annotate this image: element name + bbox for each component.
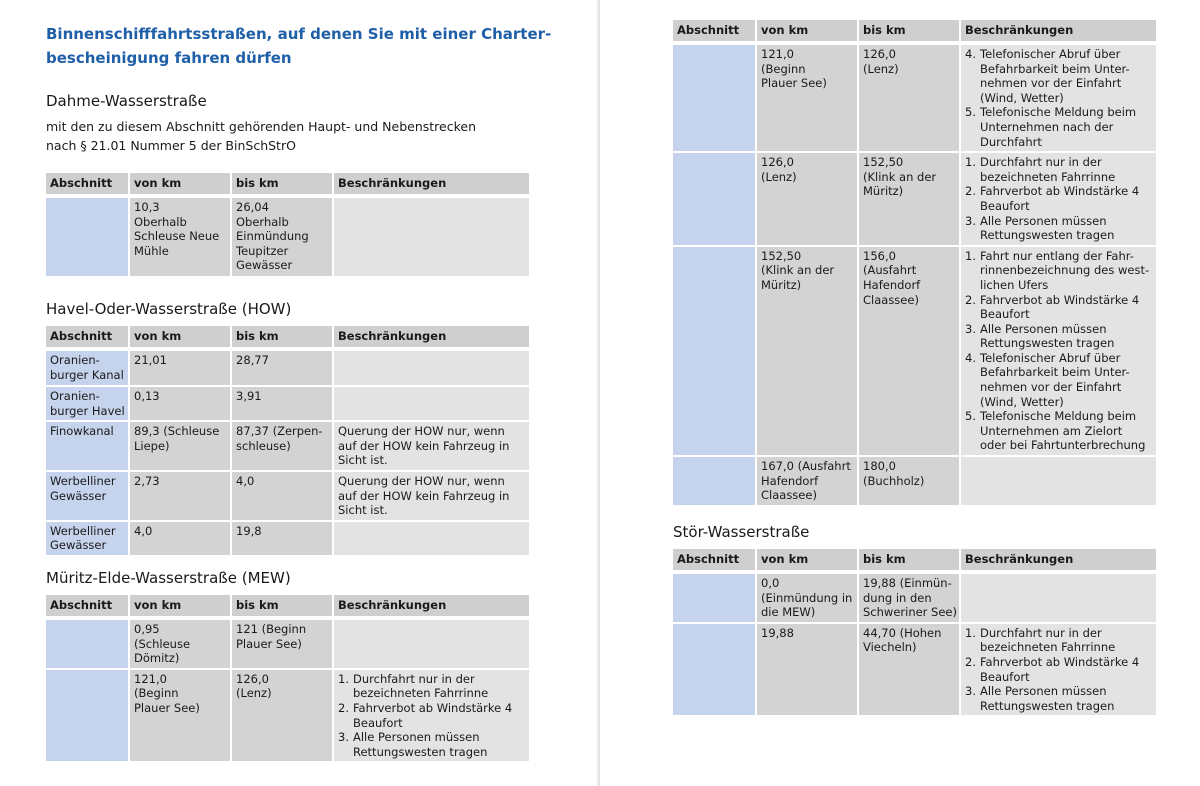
cell-bis-km-line: Teupitzer bbox=[236, 243, 289, 258]
restriction-list bbox=[338, 672, 525, 760]
restriction-text-line: Alle Personen müssen bbox=[353, 730, 480, 745]
cell-abschnitt-line: Werbelliner bbox=[50, 523, 116, 538]
cell-bis-km-line: Oberhalb bbox=[236, 214, 289, 229]
header-beschraenkungen: Beschränkungen bbox=[334, 326, 529, 347]
cell-beschraenkungen bbox=[334, 387, 529, 420]
cell-bis-km-line: 180,0 bbox=[863, 459, 896, 474]
restriction-text bbox=[980, 626, 1152, 655]
restriction-item bbox=[965, 155, 1152, 184]
cell-von-km-line: (Beginn bbox=[134, 686, 179, 701]
cell-abschnitt-line: Gewässer bbox=[50, 488, 107, 503]
restriction-item bbox=[338, 672, 525, 701]
restriction-text bbox=[980, 105, 1152, 149]
cell-abschnitt bbox=[673, 574, 755, 622]
cell-bis-km bbox=[232, 522, 332, 555]
cell-bis-km bbox=[232, 198, 332, 276]
cell-beschraenkungen bbox=[961, 247, 1156, 455]
restriction-item bbox=[965, 655, 1152, 684]
cell-beschraenkungen bbox=[334, 670, 529, 762]
cell-von-km bbox=[757, 247, 857, 455]
cell-von-km-line: (Lenz) bbox=[761, 169, 797, 184]
restriction-text-line: bezeichneten Fahrrinne bbox=[353, 686, 489, 701]
cell-abschnitt-line: Finowkanal bbox=[50, 424, 114, 439]
header-bis-km: bis km bbox=[232, 326, 332, 347]
restriction-text-line: Rettungswesten tragen bbox=[980, 698, 1115, 713]
cell-bis-km-line: (Lenz) bbox=[236, 686, 272, 701]
cell-beschraenkungen-line: auf der HOW kein Fahrzeug in bbox=[338, 488, 510, 503]
restriction-text-line: Rettungswesten tragen bbox=[353, 744, 488, 759]
header-bis-km: bis km bbox=[859, 549, 959, 570]
cell-bis-km bbox=[859, 574, 959, 622]
cell-von-km bbox=[130, 522, 230, 555]
restriction-text bbox=[980, 322, 1152, 351]
restriction-item bbox=[965, 105, 1152, 149]
cell-von-km-line: 89,3 (Schleuse bbox=[134, 424, 220, 439]
cell-von-km bbox=[130, 351, 230, 385]
cell-von-km bbox=[130, 422, 230, 470]
cell-von-km bbox=[130, 472, 230, 520]
cell-von-km-line: Schleuse Neue bbox=[134, 229, 220, 244]
cell-von-km bbox=[757, 574, 857, 622]
cell-von-km-line: 121,0 bbox=[134, 671, 167, 686]
cell-bis-km bbox=[232, 670, 332, 762]
cell-bis-km-line: 28,77 bbox=[236, 353, 269, 367]
cell-abschnitt-line: Gewässer bbox=[50, 538, 107, 553]
cell-beschraenkungen bbox=[961, 574, 1156, 622]
restriction-number: 3. bbox=[965, 213, 976, 228]
header-beschraenkungen: Beschränkungen bbox=[961, 20, 1156, 41]
header-beschraenkungen: Beschränkungen bbox=[961, 549, 1156, 570]
cell-beschraenkungen-line: Querung der HOW nur, wenn bbox=[338, 473, 505, 488]
table-header-row bbox=[673, 20, 1156, 41]
cell-bis-km-line: Hafendorf bbox=[863, 277, 921, 292]
restriction-text-line: Durchfahrt nur in der bbox=[980, 155, 1102, 170]
cell-bis-km-line: 19,8 bbox=[236, 523, 262, 538]
cell-von-km-line: (Klink an der bbox=[761, 263, 835, 278]
cell-von-km bbox=[757, 45, 857, 151]
cell-bis-km bbox=[859, 457, 959, 505]
cell-bis-km-line: 4,0 bbox=[236, 473, 255, 488]
restriction-text bbox=[980, 351, 1152, 409]
header-beschraenkungen: Beschränkungen bbox=[334, 595, 529, 616]
cell-von-km-line: Oberhalb bbox=[134, 214, 187, 229]
cell-bis-km-line: (Klink an der bbox=[863, 169, 937, 184]
cell-von-km-line: Mühle bbox=[134, 243, 169, 258]
cell-bis-km-line: Gewässer bbox=[236, 258, 293, 273]
table-how bbox=[46, 326, 529, 557]
restriction-text-line: Befahrbarkeit beim Unter- bbox=[980, 61, 1130, 76]
cell-beschraenkungen bbox=[961, 457, 1156, 505]
restriction-text-line: Rettungswesten tragen bbox=[980, 336, 1115, 351]
cell-von-km bbox=[130, 670, 230, 762]
cell-von-km-line: Dömitz) bbox=[134, 651, 180, 666]
cell-beschraenkungen bbox=[961, 45, 1156, 151]
restriction-text-line: bezeichneten Fahrrinne bbox=[980, 169, 1116, 184]
cell-bis-km-line: Einmündung bbox=[236, 229, 309, 244]
cell-von-km-line: die MEW) bbox=[761, 605, 816, 620]
cell-bis-km-line: dung in den bbox=[863, 590, 932, 605]
cell-abschnitt bbox=[46, 351, 128, 385]
cell-abschnitt-line: Oranien- bbox=[50, 389, 100, 403]
cell-bis-km-line: 19,88 (Einmün- bbox=[863, 576, 952, 590]
restriction-item bbox=[965, 214, 1152, 243]
header-bis-km: bis km bbox=[859, 20, 959, 41]
cell-von-km-line: 0,13 bbox=[134, 389, 160, 403]
restriction-text-line: Fahrverbot ab Windstärke 4 bbox=[980, 184, 1140, 199]
restriction-text bbox=[980, 293, 1152, 322]
table-row bbox=[673, 45, 1156, 151]
restriction-text-line: Befahrbarkeit beim Unter- bbox=[980, 365, 1130, 380]
restriction-text-line: Telefonischer Abruf über bbox=[980, 47, 1121, 61]
restriction-text-line: Telefonischer Abruf über bbox=[980, 350, 1121, 365]
header-von-km: von km bbox=[757, 20, 857, 41]
restriction-text-line: Beaufort bbox=[980, 198, 1030, 213]
restriction-text-line: Unternehmen am Zielort bbox=[980, 423, 1123, 438]
cell-bis-km bbox=[859, 153, 959, 245]
restriction-text-line: Fahrverbot ab Windstärke 4 bbox=[353, 700, 513, 715]
cell-bis-km-line: 87,37 (Zerpen- bbox=[236, 424, 323, 439]
cell-von-km-line: 167,0 (Ausfahrt bbox=[761, 459, 851, 474]
header-abschnitt: Abschnitt bbox=[673, 20, 755, 41]
restriction-text-line: Beaufort bbox=[980, 669, 1030, 684]
cell-abschnitt bbox=[46, 670, 128, 762]
cell-von-km bbox=[130, 387, 230, 420]
header-abschnitt: Abschnitt bbox=[46, 595, 128, 616]
cell-bis-km bbox=[859, 624, 959, 716]
cell-abschnitt bbox=[46, 522, 128, 555]
cell-beschraenkungen-line: Sicht ist. bbox=[338, 453, 388, 468]
cell-abschnitt-line: burger Kanal bbox=[50, 367, 124, 382]
table-row bbox=[673, 153, 1156, 245]
cell-abschnitt bbox=[673, 624, 755, 716]
restriction-number: 4. bbox=[965, 47, 976, 61]
cell-bis-km-line: (Buchholz) bbox=[863, 473, 925, 488]
table-row bbox=[673, 624, 1156, 716]
cell-von-km bbox=[130, 198, 230, 276]
restriction-item bbox=[965, 184, 1152, 213]
restriction-item bbox=[965, 626, 1152, 655]
restriction-text-line: Beaufort bbox=[353, 715, 403, 730]
restriction-number: 5. bbox=[965, 409, 976, 424]
table-row bbox=[673, 247, 1156, 455]
restriction-item bbox=[965, 293, 1152, 322]
table-header-row bbox=[673, 549, 1156, 570]
restriction-text bbox=[980, 155, 1152, 184]
cell-von-km-line: Müritz) bbox=[761, 277, 802, 292]
header-abschnitt: Abschnitt bbox=[46, 173, 128, 194]
cell-bis-km-line: Viecheln) bbox=[863, 640, 917, 655]
cell-bis-km-line: Müritz) bbox=[863, 184, 904, 199]
cell-beschraenkungen bbox=[961, 624, 1156, 716]
cell-von-km-line: 21,01 bbox=[134, 353, 167, 367]
cell-von-km-line: 10,3 bbox=[134, 200, 160, 214]
restriction-text-line: Durchfahrt nur in der bbox=[353, 671, 475, 686]
cell-von-km-line: 4,0 bbox=[134, 523, 153, 538]
cell-abschnitt-line: burger Havel bbox=[50, 403, 125, 418]
restriction-item bbox=[965, 47, 1152, 105]
cell-beschraenkungen-line: Querung der HOW nur, wenn bbox=[338, 424, 505, 439]
table-mew-continued bbox=[673, 20, 1156, 507]
header-abschnitt: Abschnitt bbox=[673, 549, 755, 570]
cell-beschraenkungen bbox=[334, 351, 529, 385]
restriction-number: 2. bbox=[965, 654, 976, 669]
table-stoer bbox=[673, 549, 1156, 717]
restriction-item bbox=[965, 322, 1152, 351]
restriction-item bbox=[965, 409, 1152, 453]
header-von-km: von km bbox=[130, 595, 230, 616]
intro-line: mit den zu diesem Abschnitt gehörenden Haupt- und Nebenstrecken bbox=[46, 119, 476, 134]
table-row bbox=[673, 574, 1156, 622]
cell-bis-km bbox=[232, 620, 332, 668]
page-title-line: bescheinigung fahren dürfen bbox=[46, 49, 292, 67]
cell-bis-km bbox=[232, 472, 332, 520]
table-row bbox=[46, 472, 529, 520]
restriction-text-line: rinnenbezeichnung des west- bbox=[980, 263, 1150, 278]
restriction-text-line: Telefonische Meldung beim bbox=[980, 105, 1137, 120]
cell-von-km-line: 126,0 bbox=[761, 155, 794, 170]
cell-abschnitt bbox=[673, 457, 755, 505]
cell-abschnitt bbox=[46, 620, 128, 668]
table-dahme bbox=[46, 173, 529, 278]
cell-von-km-line: Plauer See) bbox=[761, 76, 827, 91]
cell-bis-km-line: Plauer See) bbox=[236, 636, 302, 651]
restriction-text bbox=[980, 249, 1152, 293]
cell-von-km-line: Hafendorf bbox=[761, 473, 819, 488]
cell-bis-km-line: Claassee) bbox=[863, 292, 919, 307]
restriction-text bbox=[980, 214, 1152, 243]
restriction-text-line: Fahrverbot ab Windstärke 4 bbox=[980, 292, 1140, 307]
restriction-number: 3. bbox=[965, 321, 976, 336]
restriction-list bbox=[965, 626, 1152, 714]
cell-von-km bbox=[757, 624, 857, 716]
cell-von-km-line: (Beginn bbox=[761, 61, 806, 76]
cell-von-km-line: Liepe) bbox=[134, 438, 170, 453]
cell-abschnitt bbox=[46, 422, 128, 470]
cell-bis-km-line: schleuse) bbox=[236, 438, 291, 453]
restriction-text-line: Telefonische Meldung beim bbox=[980, 409, 1137, 424]
restriction-text-line: bezeichneten Fahrrinne bbox=[980, 640, 1116, 655]
cell-beschraenkungen bbox=[334, 472, 529, 520]
restriction-number: 5. bbox=[965, 105, 976, 120]
cell-bis-km bbox=[232, 387, 332, 420]
restriction-text bbox=[980, 684, 1152, 713]
table-row bbox=[46, 670, 529, 762]
restriction-text-line: Unternehmen nach der bbox=[980, 119, 1114, 134]
cell-beschraenkungen bbox=[334, 198, 529, 276]
restriction-number: 1. bbox=[338, 671, 349, 686]
right-page bbox=[600, 0, 1200, 786]
section-heading-mew: Müritz-Elde-Wasserstraße (MEW) bbox=[46, 569, 291, 587]
restriction-number: 4. bbox=[965, 350, 976, 365]
restriction-item bbox=[965, 684, 1152, 713]
table-header-row bbox=[46, 173, 529, 194]
cell-von-km-line: 121,0 bbox=[761, 47, 794, 61]
cell-von-km-line: Plauer See) bbox=[134, 700, 200, 715]
page-title-line: Binnenschifffahrtsstraßen, auf denen Sie mit einer Charter- bbox=[46, 25, 552, 43]
restriction-text-line: nehmen vor der Einfahrt bbox=[980, 380, 1122, 395]
header-von-km: von km bbox=[757, 549, 857, 570]
cell-abschnitt bbox=[673, 45, 755, 151]
page-title bbox=[46, 22, 566, 70]
cell-beschraenkungen bbox=[334, 620, 529, 668]
table-row bbox=[46, 387, 529, 420]
cell-bis-km-line: 152,50 bbox=[863, 155, 904, 170]
restriction-text bbox=[353, 730, 525, 759]
restriction-list bbox=[965, 249, 1152, 453]
cell-von-km-line: 0,95 bbox=[134, 622, 160, 636]
cell-abschnitt bbox=[46, 198, 128, 276]
cell-abschnitt-line: Werbelliner bbox=[50, 473, 116, 488]
intro-line: nach § 21.01 Nummer 5 der BinSchStrO bbox=[46, 138, 296, 153]
cell-abschnitt bbox=[46, 387, 128, 420]
section-intro-dahme bbox=[46, 117, 546, 155]
restriction-number: 2. bbox=[338, 700, 349, 715]
cell-abschnitt bbox=[673, 153, 755, 245]
cell-abschnitt-line: Oranien- bbox=[50, 353, 100, 367]
cell-bis-km bbox=[232, 351, 332, 385]
restriction-text-line: (Wind, Wetter) bbox=[980, 90, 1064, 105]
cell-von-km bbox=[757, 153, 857, 245]
restriction-text bbox=[353, 701, 525, 730]
cell-beschraenkungen bbox=[334, 522, 529, 555]
cell-bis-km-line: (Ausfahrt bbox=[863, 263, 917, 278]
table-row bbox=[46, 422, 529, 470]
header-beschraenkungen: Beschränkungen bbox=[334, 173, 529, 194]
table-row bbox=[46, 198, 529, 276]
restriction-text bbox=[980, 409, 1152, 453]
restriction-text-line: Beaufort bbox=[980, 307, 1030, 322]
table-row bbox=[46, 620, 529, 668]
cell-bis-km-line: Schweriner See) bbox=[863, 605, 957, 620]
cell-bis-km-line: 126,0 bbox=[863, 47, 896, 61]
restriction-text bbox=[980, 47, 1152, 105]
restriction-text-line: nehmen vor der Einfahrt bbox=[980, 76, 1122, 91]
restriction-text-line: oder bei Fahrtunterbrechung bbox=[980, 438, 1146, 453]
header-von-km: von km bbox=[130, 326, 230, 347]
cell-bis-km-line: 44,70 (Hohen bbox=[863, 625, 942, 640]
cell-abschnitt bbox=[46, 472, 128, 520]
table-mew bbox=[46, 595, 529, 763]
cell-von-km-line: 152,50 bbox=[761, 248, 802, 263]
restriction-text-line: Durchfahrt nur in der bbox=[980, 625, 1102, 640]
header-bis-km: bis km bbox=[232, 595, 332, 616]
cell-von-km bbox=[130, 620, 230, 668]
restriction-text bbox=[353, 672, 525, 701]
restriction-text-line: Alle Personen müssen bbox=[980, 321, 1107, 336]
table-row bbox=[46, 522, 529, 555]
restriction-number: 1. bbox=[965, 625, 976, 640]
cell-bis-km-line: 126,0 bbox=[236, 671, 269, 686]
cell-von-km-line: (Schleuse bbox=[134, 636, 191, 651]
restriction-number: 2. bbox=[965, 292, 976, 307]
cell-von-km bbox=[757, 457, 857, 505]
header-abschnitt: Abschnitt bbox=[46, 326, 128, 347]
cell-bis-km-line: 26,04 bbox=[236, 200, 269, 214]
table-row bbox=[673, 457, 1156, 505]
restriction-list bbox=[965, 155, 1152, 243]
restriction-list bbox=[965, 47, 1152, 149]
cell-bis-km bbox=[232, 422, 332, 470]
cell-von-km-line: 19,88 bbox=[761, 625, 794, 640]
restriction-text-line: Rettungswesten tragen bbox=[980, 228, 1115, 243]
restriction-text-line: (Wind, Wetter) bbox=[980, 394, 1064, 409]
restriction-text-line: lichen Ufers bbox=[980, 277, 1049, 292]
restriction-text-line: Durchfahrt bbox=[980, 134, 1042, 149]
cell-von-km-line: 0,0 bbox=[761, 576, 780, 590]
cell-bis-km-line: (Lenz) bbox=[863, 61, 899, 76]
restriction-item bbox=[965, 351, 1152, 409]
section-heading-stoer: Stör-Wasserstraße bbox=[673, 523, 810, 541]
restriction-text-line: Fahrverbot ab Windstärke 4 bbox=[980, 654, 1140, 669]
table-header-row bbox=[46, 326, 529, 347]
restriction-item bbox=[338, 730, 525, 759]
restriction-number: 1. bbox=[965, 248, 976, 263]
cell-bis-km-line: 3,91 bbox=[236, 389, 262, 403]
cell-beschraenkungen bbox=[334, 422, 529, 470]
table-header-row bbox=[46, 595, 529, 616]
section-heading-dahme: Dahme-Wasserstraße bbox=[46, 92, 207, 110]
cell-beschraenkungen-line: auf der HOW kein Fahrzeug in bbox=[338, 438, 510, 453]
cell-abschnitt bbox=[673, 247, 755, 455]
restriction-text-line: Alle Personen müssen bbox=[980, 213, 1107, 228]
restriction-text bbox=[980, 655, 1152, 684]
header-bis-km: bis km bbox=[232, 173, 332, 194]
cell-von-km-line: 2,73 bbox=[134, 473, 160, 488]
restriction-item bbox=[965, 249, 1152, 293]
restriction-text bbox=[980, 184, 1152, 213]
restriction-number: 2. bbox=[965, 184, 976, 199]
restriction-text-line: Fahrt nur entlang der Fahr- bbox=[980, 248, 1134, 263]
table-row bbox=[46, 351, 529, 385]
cell-bis-km-line: 156,0 bbox=[863, 248, 896, 263]
cell-von-km-line: (Einmündung in bbox=[761, 590, 853, 605]
restriction-number: 3. bbox=[338, 730, 349, 745]
cell-beschraenkungen bbox=[961, 153, 1156, 245]
restriction-number: 1. bbox=[965, 155, 976, 170]
restriction-text-line: Alle Personen müssen bbox=[980, 684, 1107, 699]
cell-bis-km-line: 121 (Beginn bbox=[236, 622, 307, 636]
cell-von-km-line: Claassee) bbox=[761, 488, 817, 503]
cell-bis-km bbox=[859, 45, 959, 151]
cell-bis-km bbox=[859, 247, 959, 455]
section-heading-how: Havel-Oder-Wasserstraße (HOW) bbox=[46, 300, 292, 318]
header-von-km: von km bbox=[130, 173, 230, 194]
cell-beschraenkungen-line: Sicht ist. bbox=[338, 503, 388, 518]
restriction-item bbox=[338, 701, 525, 730]
restriction-number: 3. bbox=[965, 684, 976, 699]
